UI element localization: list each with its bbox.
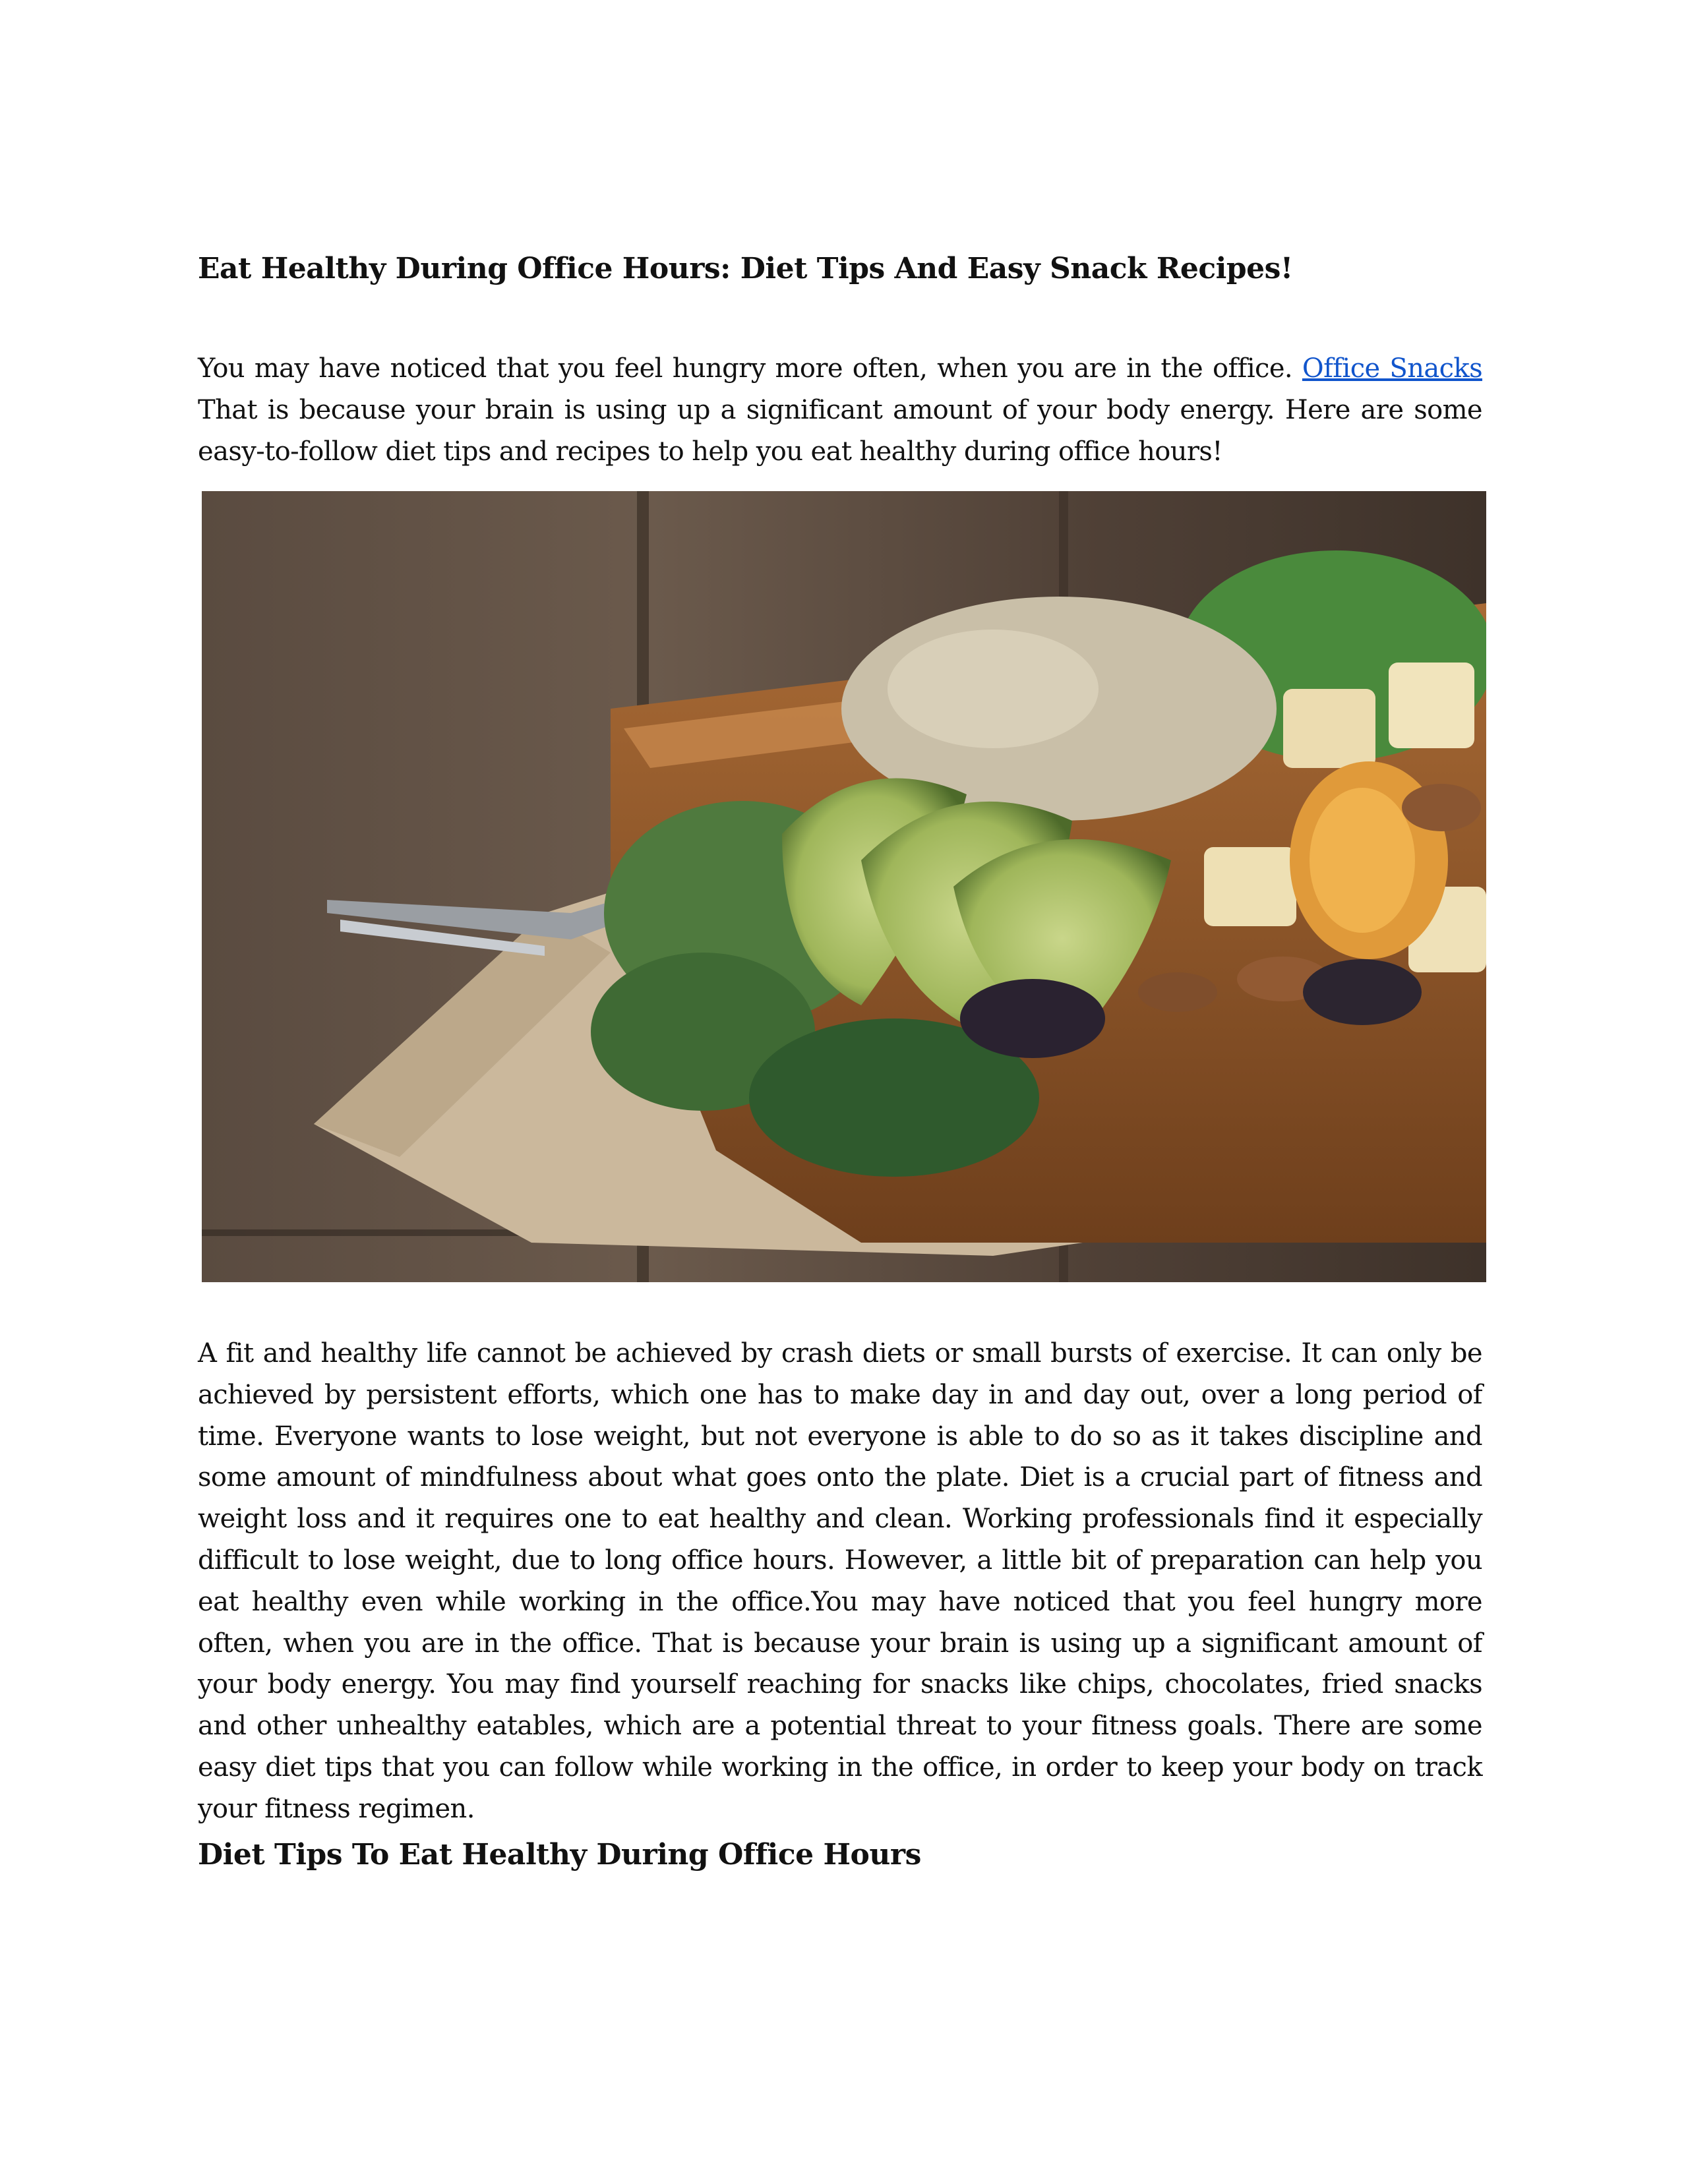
intro-paragraph <box>198 348 1482 473</box>
salad-bowl-photo <box>202 491 1486 1282</box>
body-paragraph: A fit and healthy life cannot be achieved by crash diets or small bursts of exercise. It can only be achieved by persistent efforts, which one has to make day in and day out, over a long period of time. Everyone wants to lose weight, but not everyone is able to do so as it takes discipline and some amount of mindfulness about what goes onto the plate. Diet is a crucial part of fitness and weight loss and it requires one to eat healthy and clean. Working professionals find it especially difficult to lose weight, due to long office hours. However, a little bit of preparation can help you eat healthy even while working in the office.You may have noticed that you feel hungry more often, when you are in the office. That is because your brain is using up a significant amount of your body energy. You may find yourself reaching for snacks like chips, chocolates, fried snacks and other unhealthy eatables, which are a potential threat to your fitness goals. There are some easy diet tips that you can follow while working in the office, in order to keep your body on track your fitness regimen. <box>198 1338 1482 1824</box>
office-snacks-link[interactable]: Office Snacks <box>1302 353 1483 384</box>
intro-text-before-link: You may have noticed that you feel hungry more often, when you are in the office. <box>198 353 1302 384</box>
intro-text-after-link: That is because your brain is using up a significant amount of your body energy. Here are some easy-to-follow diet tips and recipes to help you eat healthy during office hours! <box>198 395 1482 467</box>
salad-bowl-illustration <box>202 491 1486 1282</box>
section-heading: Diet Tips To Eat Healthy During Office Hours <box>198 1838 921 1872</box>
article-title: Eat Healthy During Office Hours: Diet Tips And Easy Snack Recipes! <box>198 252 1293 285</box>
